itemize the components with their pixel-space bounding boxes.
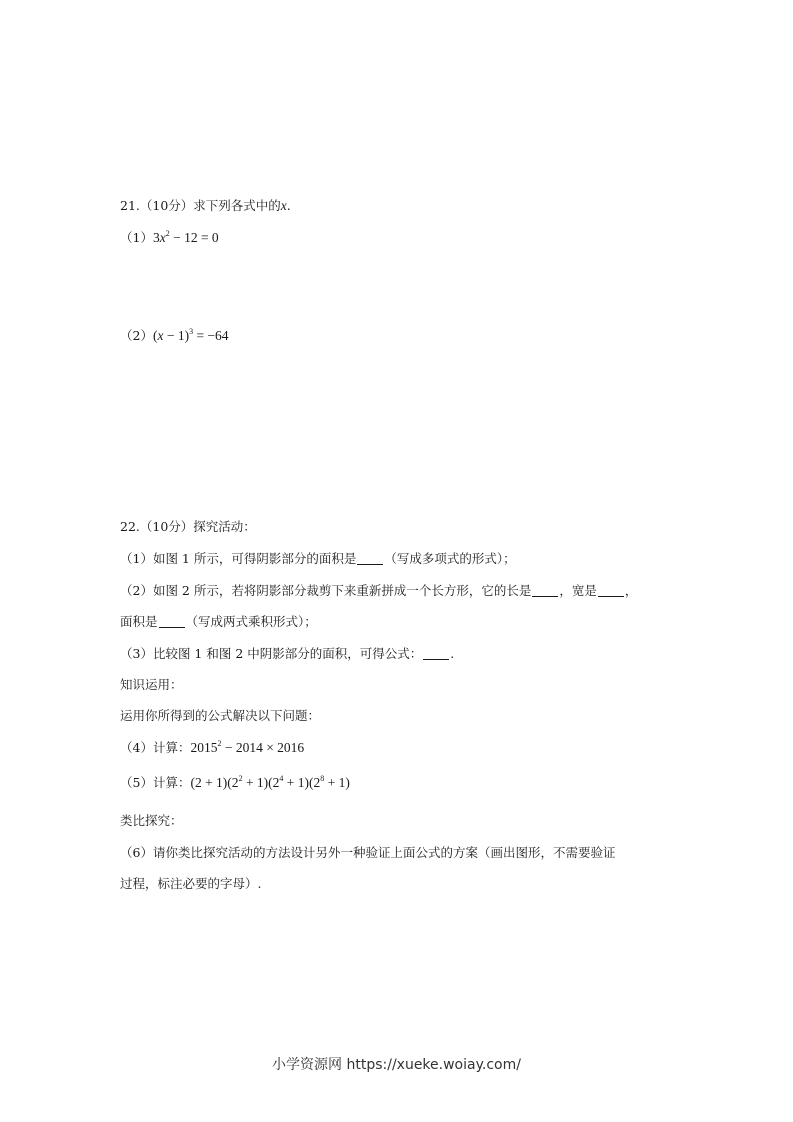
q22-part5: （5）计算：$(2 + 1)(2^2 + 1)(2^4 + 1)(2^8 + 1)$ xyxy=(120,774,350,790)
q22-part5-expression: $(2 + 1)(2^2 + 1)(2^4 + 1)(2^8 + 1)$ xyxy=(190,774,350,790)
q22-title: 22.（10分）探究活动： xyxy=(120,519,256,534)
q21-part2: $(2)(x - 1)^3 = -64$ xyxy=(120,327,229,343)
answer-blank xyxy=(159,614,185,628)
answer-blank xyxy=(598,583,624,597)
q22-part6: （6）请你类比探究活动的方法设计另外一种验证上面公式的方案（画出图形，不需要验证 xyxy=(120,845,616,860)
q21-part1-equation: $3x^2 - 12 = 0$ xyxy=(152,229,219,245)
answer-blank xyxy=(532,583,558,597)
q22-part4-expression: $2015^2 - 2014 \times 2016$ xyxy=(190,739,305,755)
q22-part2: （2）如图 2 所示，若将阴影部分裁剪下来重新拼成一个长方形，它的长是 ，宽是 ， xyxy=(120,583,638,598)
footer-watermark: 小学资源网 https://xueke.woiay.com/ xyxy=(272,1057,521,1073)
answer-blank xyxy=(423,646,449,660)
answer-blank xyxy=(357,551,383,565)
q22-part4: （4）计算：$2015^2 - 2014 \times 2016$ xyxy=(120,739,305,755)
q22-part3: （3）比较图 1 和图 2 中阴影部分的面积，可得公式： . xyxy=(120,646,455,661)
q22-part2-cont: 面积是 （写成两式乘积形式）； xyxy=(120,614,317,629)
analogy-heading: 类比探究： xyxy=(120,813,183,828)
knowledge-desc: 运用你所得到的公式解决以下问题： xyxy=(120,708,321,723)
q22-part6-cont: 过程，标注必要的字母）. xyxy=(120,876,262,891)
q22-part1: （1）如图 1 所示，可得阴影部分的面积是 （写成多项式的形式）； xyxy=(120,551,516,566)
q21-part2-equation: $(x - 1)^3 = -64$ xyxy=(152,327,229,343)
q21-title: 21.（10分）求下列各式中的x. xyxy=(120,198,291,213)
q21-part1: $(1)3x^2 - 12 = 0$ xyxy=(120,229,219,245)
knowledge-heading: 知识运用： xyxy=(120,677,183,692)
